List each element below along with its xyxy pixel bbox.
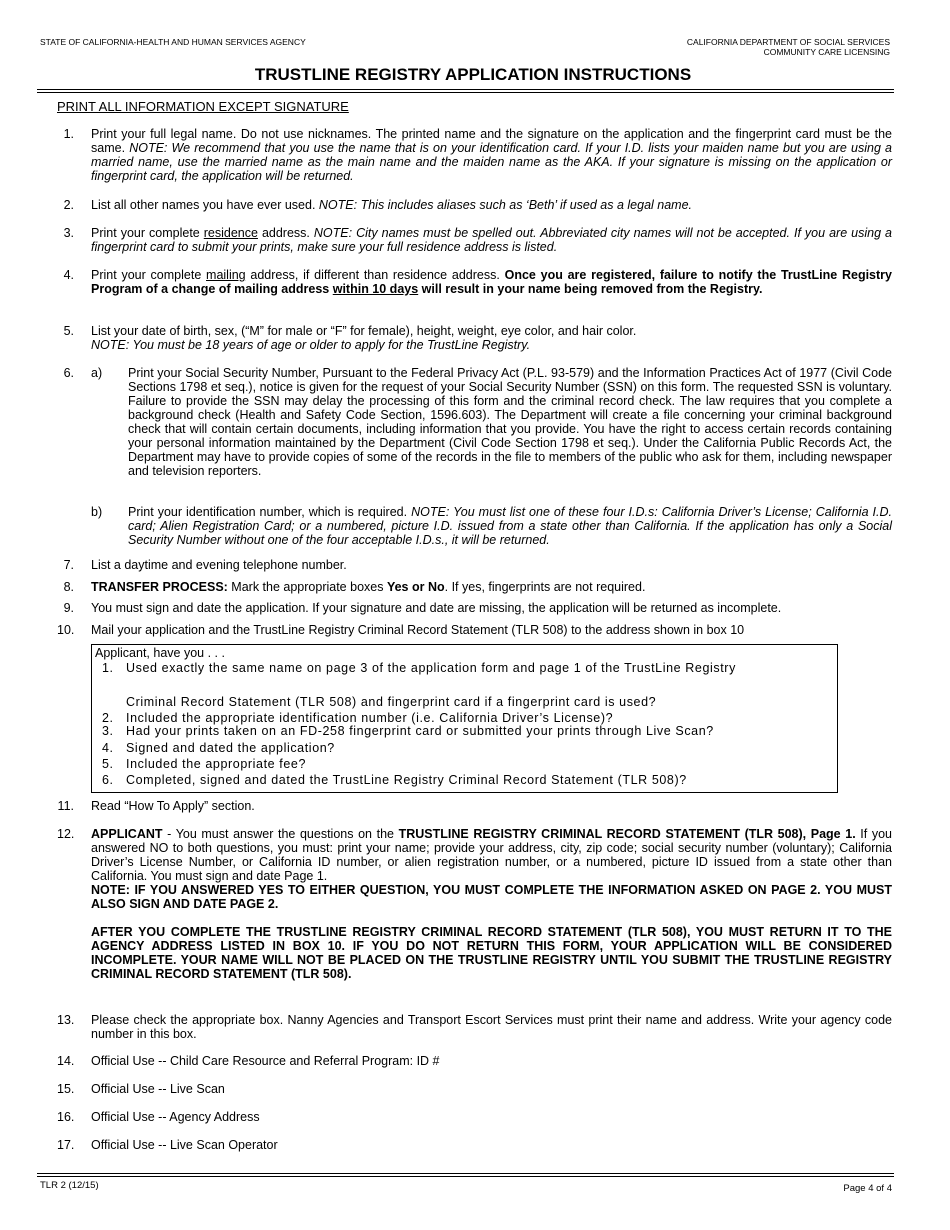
instruction-text: Official Use -- Live Scan xyxy=(91,1082,225,1096)
instruction-2 xyxy=(57,198,892,212)
deadline-underlined: within 10 days xyxy=(332,282,419,296)
instruction-8 xyxy=(57,580,892,594)
title-rule-top xyxy=(37,89,894,90)
instruction-4 xyxy=(57,268,892,296)
checklist-number: 3. xyxy=(102,724,114,738)
department-name: CALIFORNIA DEPARTMENT OF SOCIAL SERVICES xyxy=(686,37,890,47)
instruction-text: Print your complete xyxy=(91,268,207,282)
checklist-item xyxy=(102,724,714,739)
residence-underlined: residence xyxy=(203,226,258,240)
mailing-underlined: mailing xyxy=(206,268,246,282)
instruction-note: NOTE: City names must be spelled out. Abbreviated city names will not be accepted. If you are using a fingerprint card to submit your prints, make sure your full residence address is listed. xyxy=(91,226,892,254)
instruction-warning: Once you are registered, failure to notify the TrustLine Registry Program of a change of mailing address xyxy=(91,268,892,296)
instruction-12 xyxy=(57,827,892,981)
instruction-3 xyxy=(57,226,892,254)
instruction-text: Official Use -- Agency Address xyxy=(91,1110,260,1124)
instruction-warning: AFTER YOU COMPLETE THE TRUSTLINE REGISTRY CRIMINAL RECORD STATEMENT (TLR 508), YOU MUST RETURN IT TO THE AGENCY ADDRESS LISTED IN BOX 10. IF YOU DO NOT RETURN THIS FORM, YOUR APPLICATION WILL BE CONSIDERED INCOMPLETE. YOUR NAME WILL NOT BE PLACED ON THE TRUSTLINE REGISTRY UNTIL YOU SUBMIT THE TRUSTLINE REGISTRY CRIMINAL RECORD STATEMENT (TLR 508). xyxy=(91,925,892,981)
checklist-number: 6. xyxy=(102,773,114,787)
checklist-item xyxy=(102,773,687,788)
instruction-5 xyxy=(57,324,892,352)
division-name: COMMUNITY CARE LICENSING xyxy=(763,47,890,57)
form-id: TLR 2 (12/15) xyxy=(40,1180,99,1191)
instruction-number: 15. xyxy=(57,1082,75,1096)
footer-rule-top xyxy=(37,1173,894,1174)
instruction-text: - You must answer the questions on the xyxy=(162,827,399,841)
instruction-number: 8. xyxy=(63,580,74,594)
statement-title: TRUSTLINE REGISTRY CRIMINAL RECORD STATEMENT (TLR 508), Page 1. xyxy=(398,827,856,841)
instruction-note: NOTE: You must be 18 years of age or older to apply for the TrustLine Registry. xyxy=(91,338,531,352)
instruction-text: Mark the appropriate boxes xyxy=(227,580,387,594)
instruction-text: Mail your application and the TrustLine Registry Criminal Record Statement (TLR 508) to the address shown in box 10 xyxy=(91,623,745,637)
yes-no-label: Yes or No xyxy=(386,580,445,594)
instruction-warning: NOTE: IF YOU ANSWERED YES TO EITHER QUESTION, YOU MUST COMPLETE THE INFORMATION ASKED ON PAGE 2. YOU MUST ALSO SIGN AND DATE PAGE 2. xyxy=(91,883,892,911)
checklist-text: Included the appropriate identification number (i.e. California Driver’s License)? xyxy=(126,711,614,725)
instruction-text: . If yes, fingerprints are not required. xyxy=(444,580,646,594)
applicant-label: APPLICANT xyxy=(91,827,163,841)
instruction-text: List a daytime and evening telephone number. xyxy=(91,558,347,572)
instruction-number: 3. xyxy=(63,226,74,240)
checklist-item xyxy=(102,661,736,676)
instruction-number: 9. xyxy=(63,601,74,615)
instruction-note: NOTE: We recommend that you use the name that is on your identification card. If your I.D. lists your maiden name but you are using a married name, use the married name as the main name and the maiden name as the AKA. If your signature is missing on the application or fingerprint card, the application will be returned. xyxy=(91,141,892,183)
instruction-number: 5. xyxy=(63,324,74,338)
instruction-10 xyxy=(57,623,892,637)
transfer-process-label: TRANSFER PROCESS: xyxy=(91,580,228,594)
checklist-number: 2. xyxy=(102,711,114,725)
instruction-11 xyxy=(57,799,892,813)
instruction-6a xyxy=(91,366,892,478)
checklist-text: Signed and dated the application? xyxy=(126,741,335,755)
instruction-16 xyxy=(57,1110,892,1124)
checklist-text: Had your prints taken on an FD-258 fingerprint card or submitted your prints through Live Scan? xyxy=(126,724,714,738)
instruction-text: Official Use -- Child Care Resource and Referral Program: ID # xyxy=(91,1054,440,1068)
page-number: Page 4 of 4 xyxy=(843,1183,892,1194)
instruction-number: 13. xyxy=(57,1013,75,1027)
instruction-number: 6. xyxy=(63,366,74,380)
checklist-text: Included the appropriate fee? xyxy=(126,757,307,771)
instruction-text: List your date of birth, sex, (“M” for male or “F” for female), height, weight, eye color, and hair color. xyxy=(91,324,637,338)
checklist-item xyxy=(102,757,306,772)
instruction-13 xyxy=(57,1013,892,1041)
sub-label: a) xyxy=(91,366,103,380)
instruction-number: 2. xyxy=(63,198,74,212)
title-rule-bottom xyxy=(37,92,894,93)
instruction-9 xyxy=(57,601,892,615)
checklist-text: Completed, signed and dated the TrustLine Registry Criminal Record Statement (TLR 508)? xyxy=(126,773,687,787)
instruction-text: List all other names you have ever used. xyxy=(91,198,319,212)
footer-rule-bottom xyxy=(37,1176,894,1177)
sub-label: b) xyxy=(91,505,103,519)
instruction-14 xyxy=(57,1054,892,1068)
page-title: TRUSTLINE REGISTRY APPLICATION INSTRUCTIONS xyxy=(254,65,692,84)
instruction-number: 12. xyxy=(57,827,75,841)
instruction-text: Print your full legal name. Do not use nicknames. The printed name and the signature on the application and the fingerprint card must be the same. xyxy=(91,127,892,155)
instruction-15 xyxy=(57,1082,892,1096)
instruction-number: 7. xyxy=(63,558,74,572)
instruction-number: 17. xyxy=(57,1138,75,1152)
instruction-text: Read “How To Apply” section. xyxy=(91,799,255,813)
instruction-warning: will result in your name being removed from the Registry. xyxy=(418,282,763,296)
instruction-number: 10. xyxy=(57,623,75,637)
checklist-item xyxy=(102,741,335,756)
instruction-text: Print your identification number, which is required. xyxy=(128,505,412,519)
instruction-text: You must sign and date the application. If your signature and date are missing, the application will be returned as incomplete. xyxy=(91,601,782,615)
instruction-text: Official Use -- Live Scan Operator xyxy=(91,1138,278,1152)
instruction-6b xyxy=(91,505,892,547)
instruction-number: 11. xyxy=(57,799,74,813)
instruction-text: If you answered NO to both questions, you must: print your name; provide your address, city, zip code; social security number (voluntary); California Driver’s License Number, or California ID number, or alien registration number, or a numbered, picture ID issued from a state other than California. You must sign and date Page 1. xyxy=(91,827,892,883)
department-header xyxy=(687,37,890,57)
instruction-text: address. xyxy=(257,226,314,240)
checklist-number: 1. xyxy=(102,661,114,675)
instruction-text: address, if different than residence address. xyxy=(245,268,505,282)
checklist-item xyxy=(102,695,656,710)
checklist-number: 4. xyxy=(102,741,114,755)
checklist-number: 5. xyxy=(102,757,114,771)
instruction-note: NOTE: You must list one of these four I.D.s: California Driver’s License; California I.D. card; Alien Registration Card; or a numbered, picture I.D. issued from a state other than California. If the application has only a Social Security Number without one of the four acceptable I.D.s., it will be returned. xyxy=(128,505,892,547)
instruction-text: Please check the appropriate box. Nanny Agencies and Transport Escort Services must print their name and address. Write your agency code number in this box. xyxy=(91,1013,892,1041)
instruction-number: 1. xyxy=(63,127,74,141)
instruction-text: Print your Social Security Number, Pursuant to the Federal Privacy Act (P.L. 93-579) and the Information Practices Act of 1977 (Civil Code Sections 1798 et seq.), notice is given for the request of your Social Security Number (SSN) on this form. The requested SSN is voluntary. Failure to provide the SSN may delay the processing of this form and the criminal record check. The law requires that you complete a background check (Health and Safety Code Section, 1596.603). The Department will create a file concerning your criminal background check that will contain certain documents, including information that you provide. You have the right to access certain records containing your personal information maintained by the Department (Civil Code Section 1798 et seq.). Under the California Public Records Act, the Department may have to provide copies of some of the records in the file to members of the public who ask for them, including newspaper and television reporters. xyxy=(128,366,892,478)
instruction-17 xyxy=(57,1138,892,1152)
checklist-text: Criminal Record Statement (TLR 508) and fingerprint card if a fingerprint card is used? xyxy=(126,695,657,709)
instruction-number: 16. xyxy=(57,1110,75,1124)
print-all-heading: PRINT ALL INFORMATION EXCEPT SIGNATURE xyxy=(57,99,349,114)
instruction-7 xyxy=(57,558,892,572)
instruction-1 xyxy=(57,127,892,183)
instruction-number: 4. xyxy=(63,268,74,282)
applicant-checklist xyxy=(91,644,838,793)
agency-header: STATE OF CALIFORNIA-HEALTH AND HUMAN SERVICES AGENCY xyxy=(40,37,306,47)
checklist-intro: Applicant, have you . . . xyxy=(95,646,225,660)
instruction-note: NOTE: This includes aliases such as ‘Beth’ if used as a legal name. xyxy=(318,198,693,212)
instruction-text: Print your complete xyxy=(91,226,204,240)
checklist-text: Used exactly the same name on page 3 of the application form and page 1 of the TrustLine Registry xyxy=(126,661,736,675)
instruction-number: 14. xyxy=(57,1054,75,1068)
